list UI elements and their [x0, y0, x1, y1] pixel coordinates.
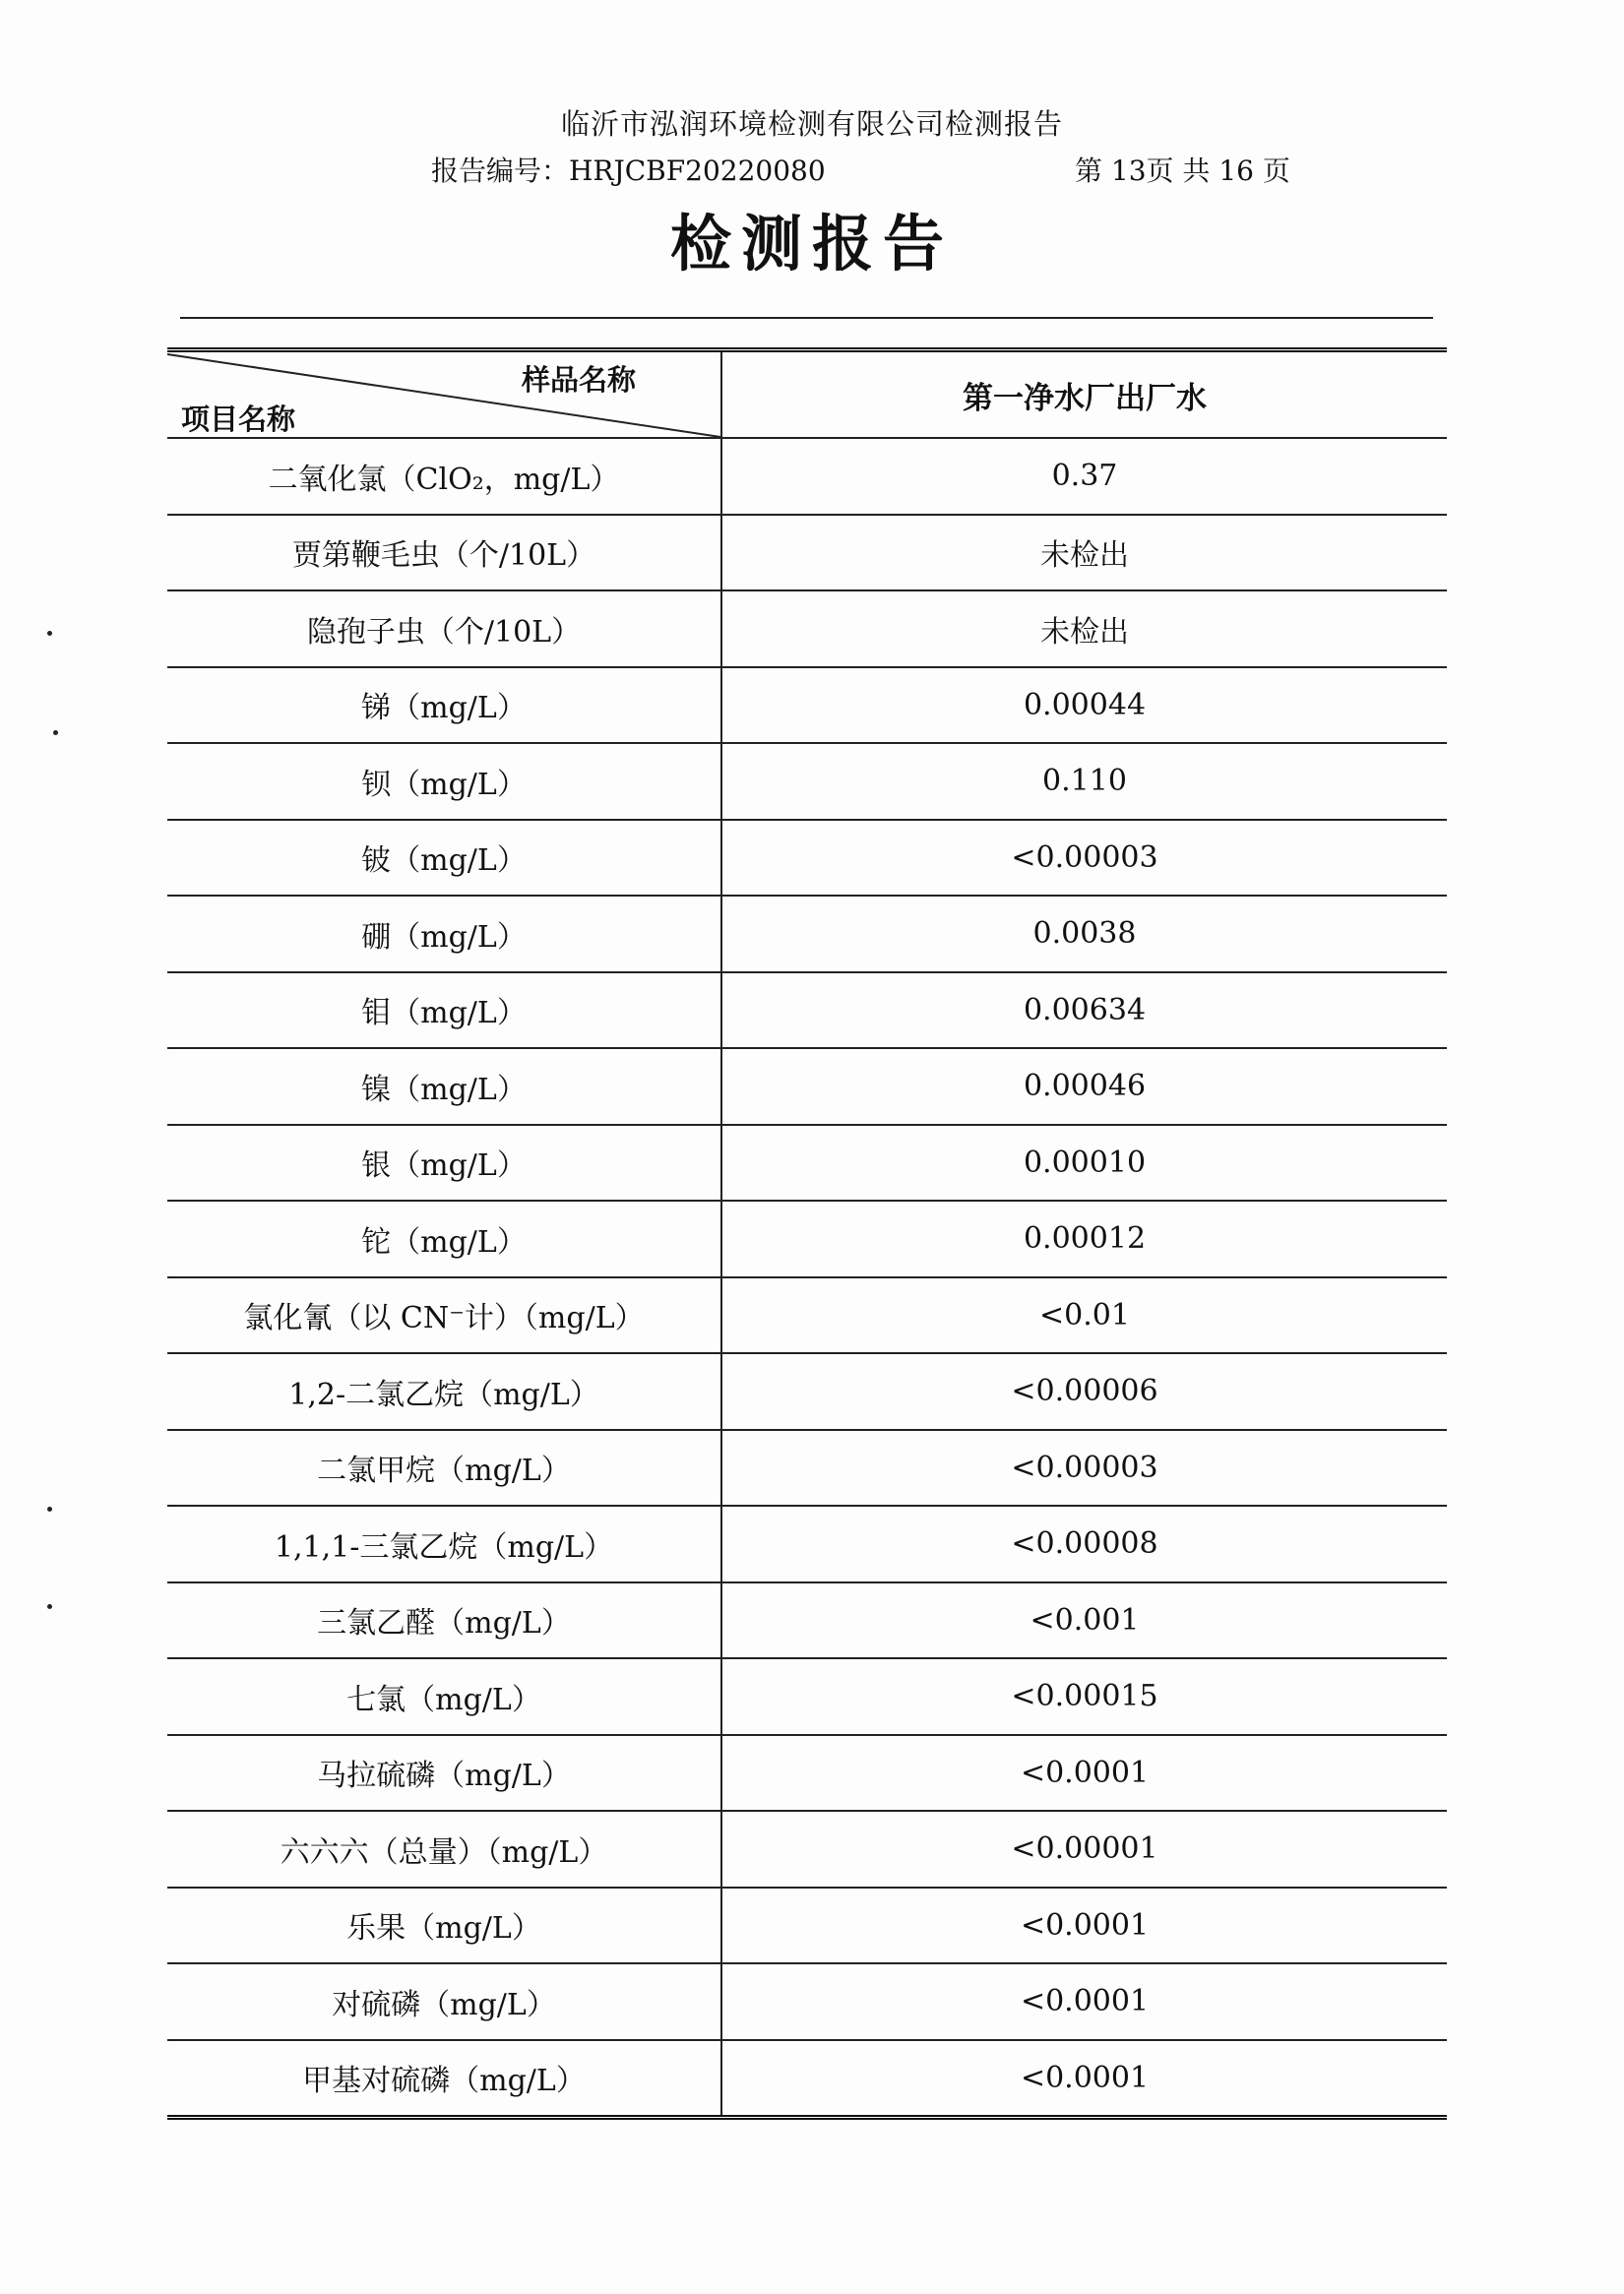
result-value-cell: 未检出 [721, 590, 1447, 667]
table-row [167, 438, 1447, 515]
document-title: 检测报告 [669, 208, 954, 279]
result-value-cell: <0.0001 [721, 1888, 1447, 1964]
diagonal-header-cell [167, 352, 721, 438]
item-name-cell: 1,2-二氯乙烷（mg/L） [167, 1353, 721, 1430]
scan-speck [47, 1507, 52, 1512]
result-value-cell: <0.00003 [721, 1430, 1447, 1507]
table-row [167, 972, 1447, 1049]
result-value-cell: 0.00010 [721, 1125, 1447, 1202]
result-value-cell: 0.37 [721, 438, 1447, 515]
result-value-cell: <0.0001 [721, 1963, 1447, 2040]
result-value-cell: 0.00044 [721, 667, 1447, 744]
result-value-cell: <0.00015 [721, 1658, 1447, 1735]
sample-column-header [721, 352, 1447, 438]
item-name-cell: 钡（mg/L） [167, 743, 721, 820]
results-table [167, 347, 1447, 2120]
result-value-cell: 0.00046 [721, 1048, 1447, 1125]
item-name-cell: 对硫磷（mg/L） [167, 1963, 721, 2040]
table-row [167, 743, 1447, 820]
sample-name-header: 样品名称 [522, 363, 637, 397]
item-name-cell: 铍（mg/L） [167, 820, 721, 897]
table-row [167, 896, 1447, 972]
result-value-cell: <0.00006 [721, 1353, 1447, 1430]
item-name-cell: 隐孢子虫（个/10L） [167, 590, 721, 667]
scan-speck [47, 631, 52, 636]
table-row [167, 1888, 1447, 1964]
scan-speck [53, 730, 58, 735]
table-row [167, 590, 1447, 667]
title-divider [180, 317, 1433, 319]
table-row [167, 1658, 1447, 1735]
table-row [167, 1735, 1447, 1812]
item-name-cell: 马拉硫磷（mg/L） [167, 1735, 721, 1812]
result-value-cell: 0.0038 [721, 896, 1447, 972]
item-name-cell: 甲基对硫磷（mg/L） [167, 2040, 721, 2116]
table-row [167, 1506, 1447, 1582]
item-name-cell: 1,1,1-三氯乙烷（mg/L） [167, 1506, 721, 1582]
item-name-cell: 乐果（mg/L） [167, 1888, 721, 1964]
item-name-cell: 镍（mg/L） [167, 1048, 721, 1125]
table-row [167, 1811, 1447, 1888]
item-name-cell: 硼（mg/L） [167, 896, 721, 972]
table-row [167, 1125, 1447, 1202]
table-header-row [167, 352, 1447, 438]
table-row [167, 1277, 1447, 1354]
table-row [167, 1582, 1447, 1659]
item-name-header: 项目名称 [181, 403, 296, 436]
company-report-header: 临沂市泓润环境检测有限公司检测报告 [560, 107, 1063, 141]
table-row [167, 1201, 1447, 1277]
report-number: 报告编号：HRJCBF20220080 [431, 155, 826, 187]
table-row [167, 1048, 1447, 1125]
table-row [167, 667, 1447, 744]
item-name-cell: 锑（mg/L） [167, 667, 721, 744]
item-name-cell: 三氯乙醛（mg/L） [167, 1582, 721, 1659]
result-value-cell: <0.001 [721, 1582, 1447, 1659]
table-row [167, 820, 1447, 897]
sample-site-name: 第一净水厂出厂水 [963, 380, 1207, 416]
table-row [167, 1963, 1447, 2040]
item-name-cell: 氯化氰（以 CN⁻计）（mg/L） [167, 1277, 721, 1354]
item-name-cell: 银（mg/L） [167, 1125, 721, 1202]
result-value-cell: <0.0001 [721, 1735, 1447, 1812]
item-name-cell: 二氯甲烷（mg/L） [167, 1430, 721, 1507]
result-value-cell: <0.0001 [1020, 2060, 1150, 2095]
item-name-cell: 二氧化氯（ClO₂，mg/L） [167, 438, 721, 515]
item-name-cell: 贾第鞭毛虫（个/10L） [167, 515, 721, 591]
result-value-cell: 未检出 [721, 515, 1447, 591]
item-name-cell: 铊（mg/L） [167, 1201, 721, 1277]
table-row [167, 2040, 1447, 2116]
result-value-cell: <0.00003 [721, 820, 1447, 897]
table-row [167, 1430, 1447, 1507]
item-name-cell: 七氯（mg/L） [167, 1658, 721, 1735]
item-name-cell: 六六六（总量）（mg/L） [167, 1811, 721, 1888]
result-value-cell: 0.110 [721, 743, 1447, 820]
scan-speck [47, 1604, 52, 1609]
page-number: 第 13页 共 16 页 [1075, 155, 1290, 187]
table-row [167, 1353, 1447, 1430]
result-value-cell: 0.00634 [721, 972, 1447, 1049]
result-value-cell: 0.00012 [721, 1201, 1447, 1277]
result-value-cell: <0.00001 [721, 1811, 1447, 1888]
result-value-cell: <0.01 [721, 1277, 1447, 1354]
item-name-cell: 钼（mg/L） [167, 972, 721, 1049]
table-row [167, 515, 1447, 591]
result-value-cell: <0.00008 [721, 1506, 1447, 1582]
